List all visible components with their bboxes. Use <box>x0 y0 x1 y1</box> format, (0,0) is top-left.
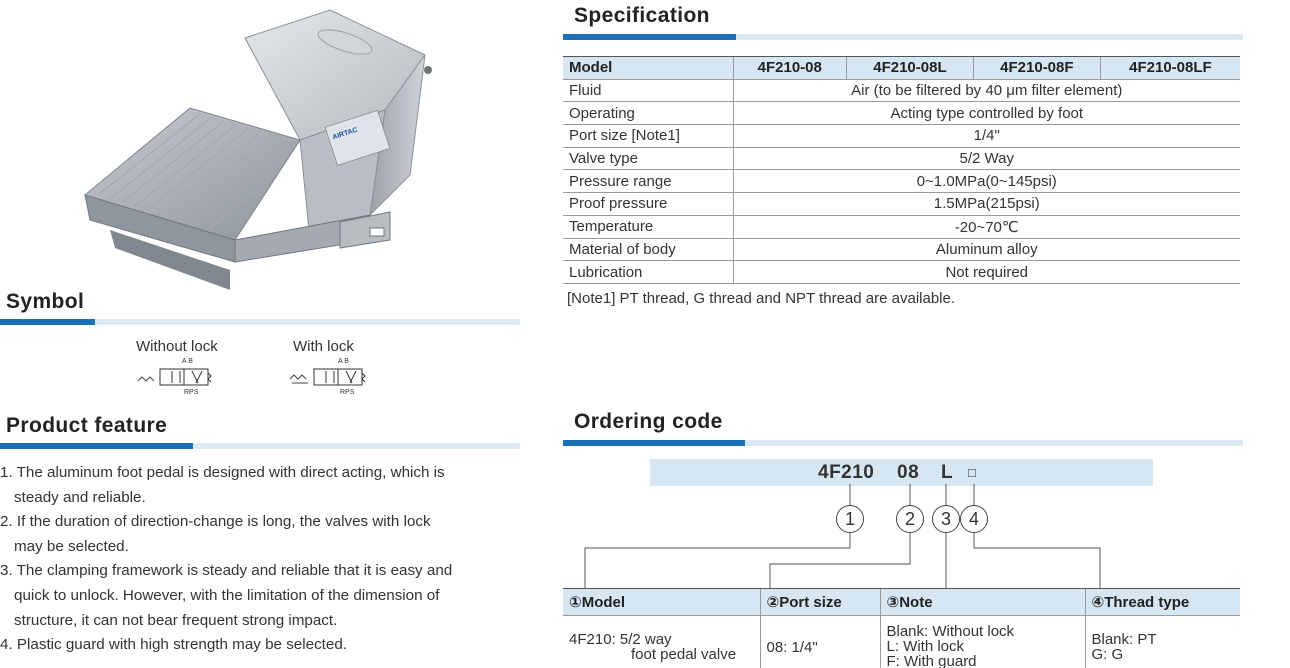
ordering-model-cell: 4F210: 5/2 way foot pedal valve <box>569 631 737 663</box>
feature-list <box>0 461 525 658</box>
spec-header-row <box>563 57 1240 80</box>
product-feature-heading-bar <box>0 443 520 449</box>
specification-table <box>563 56 1240 284</box>
spec-footnote: [Note1] PT thread, G thread and NPT thread are available. <box>567 290 956 307</box>
foot-pedal-valve-photo <box>70 0 450 290</box>
ordering-code-connector-lines <box>560 480 1160 590</box>
symbol-without-lock-label: Without lock <box>136 338 218 355</box>
feature-item-4: 4. Plastic guard with high strength may be selected. <box>0 636 347 654</box>
spec-value: Air (to be filtered by 40 μm filter element) <box>733 79 1240 102</box>
table-row <box>563 147 1240 170</box>
table-row <box>563 215 1240 238</box>
spec-value: 5/2 Way <box>733 147 1240 170</box>
code-model: 4F210 <box>818 462 875 483</box>
specification-heading-bar <box>563 34 1243 40</box>
spec-label: Fluid <box>563 79 733 102</box>
code-port: 08 <box>897 462 920 483</box>
feature-item-1: 1. The aluminum foot pedal is designed with direct acting, which is steady and reliable. <box>0 464 445 506</box>
ordering-code-heading: Ordering code <box>574 410 723 433</box>
code-circle-4: 4 <box>960 505 988 533</box>
code-circle-3: 3 <box>932 505 960 533</box>
spec-header-col: 4F210-08L <box>846 57 973 80</box>
spec-value: 1/4" <box>733 125 1240 148</box>
spec-label: Lubrication <box>563 261 733 284</box>
spec-header-col: 4F210-08 <box>733 57 846 80</box>
table-row <box>563 125 1240 148</box>
ordering-port-cell: 08: 1/4" <box>760 616 880 668</box>
ordering-header-thread: ④Thread type <box>1085 589 1240 616</box>
specification-heading: Specification <box>574 4 710 27</box>
svg-text:RPS: RPS <box>340 389 355 395</box>
spec-header-model: Model <box>563 57 733 80</box>
spec-value: Aluminum alloy <box>733 238 1240 261</box>
symbol-heading: Symbol <box>6 290 85 313</box>
table-row <box>563 170 1240 193</box>
code-circle-1: 1 <box>836 505 864 533</box>
ordering-note-cell: Blank: Without lock L: With lock F: With guard <box>880 616 1085 668</box>
spec-label: Proof pressure <box>563 193 733 216</box>
spec-value: Not required <box>733 261 1240 284</box>
spec-label: Port size [Note1] <box>563 125 733 148</box>
table-row <box>563 193 1240 216</box>
symbol-heading-bar <box>0 319 520 325</box>
ordering-thread-cell: Blank: PT G: G <box>1085 616 1240 668</box>
valve-symbol-without-lock-icon <box>136 355 236 395</box>
ordering-header-model: ①Model <box>563 589 760 616</box>
spec-header-col: 4F210-08LF <box>1100 57 1240 80</box>
valve-symbol-with-lock-icon <box>288 355 388 395</box>
feature-item-2: 2. If the duration of direction-change is long, the valves with lock may be selected. <box>0 513 431 555</box>
spec-label: Temperature <box>563 215 733 238</box>
ordering-header-note: ③Note <box>880 589 1085 616</box>
spec-value: Acting type controlled by foot <box>733 102 1240 125</box>
table-row <box>563 261 1240 284</box>
symbol-with-lock-label: With lock <box>293 338 354 355</box>
table-row <box>563 238 1240 261</box>
code-note: L <box>941 462 954 483</box>
svg-text:RPS: RPS <box>184 389 199 395</box>
feature-item-3: 3. The clamping framework is steady and reliable that it is easy and quick to unlock. However, with the limitation of the dimension of structure, it can not bear frequent strong impact. <box>0 562 453 629</box>
code-thread: □ <box>968 465 977 480</box>
spec-label: Pressure range <box>563 170 733 193</box>
table-row <box>563 102 1240 125</box>
spec-value: 0~1.0MPa(0~145psi) <box>733 170 1240 193</box>
product-feature-heading: Product feature <box>6 414 168 437</box>
ordering-code-heading-bar <box>563 440 1243 446</box>
table-row <box>563 79 1240 102</box>
svg-text:A B: A B <box>338 358 349 365</box>
spec-label: Operating <box>563 102 733 125</box>
spec-value: 1.5MPa(215psi) <box>733 193 1240 216</box>
ordering-header-port: ②Port size <box>760 589 880 616</box>
code-circle-2: 2 <box>896 505 924 533</box>
spec-label: Material of body <box>563 238 733 261</box>
label-brand-text: AIRTAC <box>331 126 359 142</box>
spec-label: Valve type <box>563 147 733 170</box>
table-row <box>563 616 1240 668</box>
ordering-header-row <box>563 589 1240 616</box>
spec-header-col: 4F210-08F <box>973 57 1100 80</box>
svg-text:A B: A B <box>182 358 193 365</box>
ordering-code-table <box>563 588 1240 668</box>
spec-value: -20~70℃ <box>733 215 1240 238</box>
